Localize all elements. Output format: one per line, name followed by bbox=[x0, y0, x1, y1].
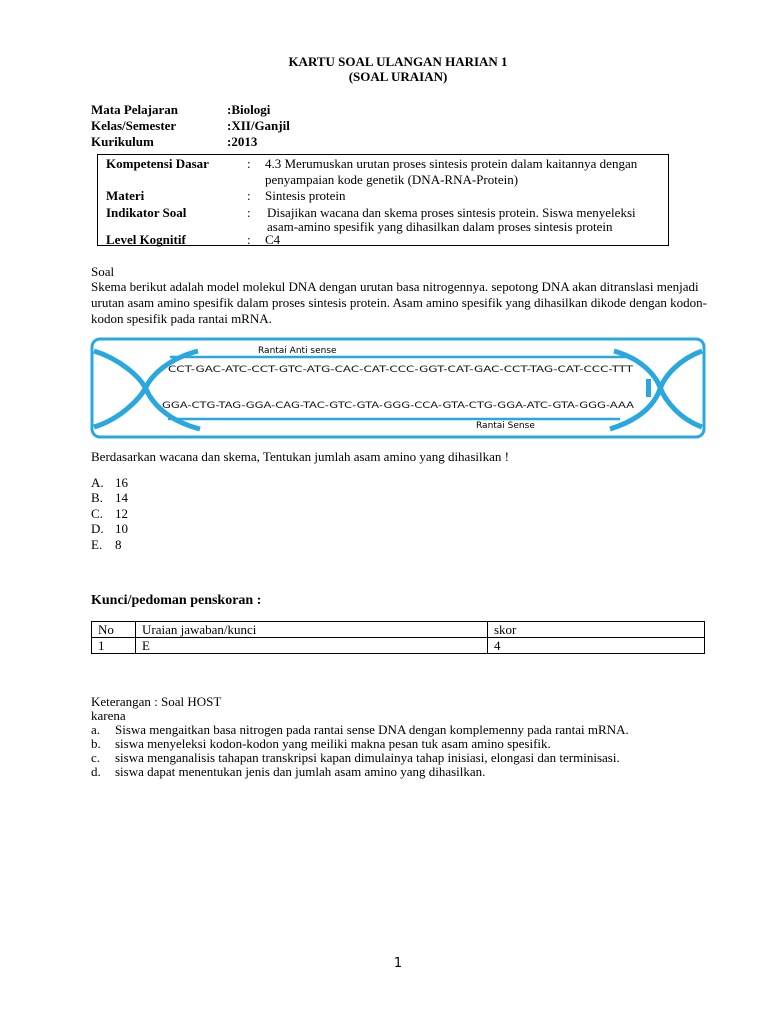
level-label: Level Kognitif bbox=[106, 232, 186, 247]
option-d bbox=[91, 521, 128, 537]
option-c bbox=[91, 506, 128, 522]
keterangan-item bbox=[91, 751, 620, 765]
sense-sequence: GGA-CTG-TAG-GGA-CAG-TAC-GTC-GTA-GGG-CCA-GTA-CTG-GGA-ATC-GTA-GGG-AAA bbox=[162, 400, 635, 410]
item-letter: b. bbox=[91, 736, 101, 751]
option-value: 8 bbox=[115, 537, 122, 552]
dna-diagram bbox=[90, 337, 706, 439]
info-row-kurikulum bbox=[91, 134, 257, 150]
document-title: KARTU SOAL ULANGAN HARIAN 1 bbox=[288, 54, 508, 69]
label-antisense: Rantai Anti sense bbox=[258, 346, 337, 356]
kompetensi-label: Kompetensi Dasar bbox=[106, 156, 209, 171]
kompetensi-box bbox=[97, 154, 669, 246]
header-no: No bbox=[92, 622, 136, 638]
keterangan-item bbox=[91, 737, 551, 751]
keterangan-line2: karena bbox=[91, 708, 126, 723]
indikator-colon: : bbox=[247, 205, 251, 220]
soal-text: Skema berikut adalah model molekul DNA dengan urutan basa nitrogennya. sepotong DNA akan ditranslasi menjadi urutan asam amino spesifik dalam proses sintesis protein. Asam amino spesifik yang dihasilkan dikode dengan kodon-kodon spesifik pada rantai mRNA. bbox=[91, 279, 707, 326]
option-letter: C. bbox=[91, 506, 103, 521]
option-letter: D. bbox=[91, 521, 104, 536]
document-subtitle: (SOAL URAIAN) bbox=[348, 69, 448, 84]
option-letter: A. bbox=[91, 475, 104, 490]
item-text: siswa menganalisis tahapan transkripsi kapan dimulainya tahap inisiasi, elongasi dan terminisasi. bbox=[115, 750, 620, 765]
materi-colon: : bbox=[247, 188, 251, 203]
label-sense: Rantai Sense bbox=[476, 421, 535, 431]
kunci-heading: Kunci/pedoman penskoran : bbox=[91, 593, 262, 608]
soal-heading: Soal bbox=[91, 264, 115, 279]
info-label: Kelas/Semester bbox=[91, 118, 177, 133]
option-letter: B. bbox=[91, 490, 103, 505]
option-value: 14 bbox=[115, 490, 128, 505]
kunci-table bbox=[91, 621, 705, 654]
info-value: :2013 bbox=[227, 134, 258, 149]
info-label: Mata Pelajaran bbox=[91, 102, 179, 117]
question-text: Berdasarkan wacana dan skema, Tentukan jumlah asam amino yang dihasilkan ! bbox=[91, 449, 509, 464]
indikator-value: Disajikan wacana dan skema proses sintesis protein. Siswa menyeleksi asam-amino spesifik yang dihasilkan dalam proses sintesis protein bbox=[267, 205, 636, 234]
antisense-sequence: CCT-GAC-ATC-CCT-GTC-ATG-CAC-CAT-CCC-GGT-CAT-GAC-CCT-TAG-CAT-CCC-TTT bbox=[168, 364, 635, 374]
option-e bbox=[91, 537, 122, 553]
table-row bbox=[92, 638, 705, 654]
info-value: :Biologi bbox=[227, 102, 271, 117]
keterangan-line1: Keterangan : Soal HOST bbox=[91, 694, 222, 709]
keterangan-item bbox=[91, 723, 629, 737]
option-a bbox=[91, 475, 128, 491]
item-letter: d. bbox=[91, 764, 101, 779]
info-value: :XII/Ganjil bbox=[227, 118, 290, 133]
level-colon: : bbox=[247, 232, 251, 247]
cell-skor: 4 bbox=[488, 638, 705, 654]
page-number: 1 bbox=[393, 956, 403, 971]
info-row-mata-pelajaran bbox=[91, 102, 270, 118]
info-row-kelas-semester bbox=[91, 118, 290, 134]
strand-end-marker bbox=[646, 379, 651, 397]
materi-label: Materi bbox=[106, 188, 145, 203]
option-value: 12 bbox=[115, 506, 128, 521]
kompetensi-colon: : bbox=[247, 156, 251, 171]
table-header-row bbox=[92, 622, 705, 638]
option-b bbox=[91, 490, 128, 506]
keterangan-item bbox=[91, 765, 485, 779]
item-text: siswa menyeleksi kodon-kodon yang meiliki makna pesan tuk asam amino spesifik. bbox=[115, 736, 551, 751]
cell-no: 1 bbox=[92, 638, 136, 654]
option-value: 16 bbox=[115, 475, 128, 490]
indikator-label: Indikator Soal bbox=[106, 205, 187, 220]
item-text: siswa dapat menentukan jenis dan jumlah asam amino yang dihasilkan. bbox=[115, 764, 486, 779]
helix-left-curve-b bbox=[94, 351, 198, 427]
cell-uraian: E bbox=[136, 638, 488, 654]
item-letter: c. bbox=[91, 750, 101, 765]
item-letter: a. bbox=[91, 722, 101, 737]
header-uraian: Uraian jawaban/kunci bbox=[136, 622, 488, 638]
level-value: C4 bbox=[265, 232, 281, 247]
item-text: Siswa mengaitkan basa nitrogen pada rantai sense DNA dengan komplemenny pada rantai mRNA. bbox=[115, 722, 629, 737]
option-letter: E. bbox=[91, 537, 103, 552]
option-value: 10 bbox=[115, 521, 128, 536]
materi-value: Sintesis protein bbox=[265, 188, 346, 203]
kompetensi-value: 4.3 Merumuskan urutan proses sintesis protein dalam kaitannya dengan penyampaian kode genetik (DNA-RNA-Protein) bbox=[265, 156, 638, 187]
header-skor: skor bbox=[488, 622, 705, 638]
info-label: Kurikulum bbox=[91, 134, 154, 149]
